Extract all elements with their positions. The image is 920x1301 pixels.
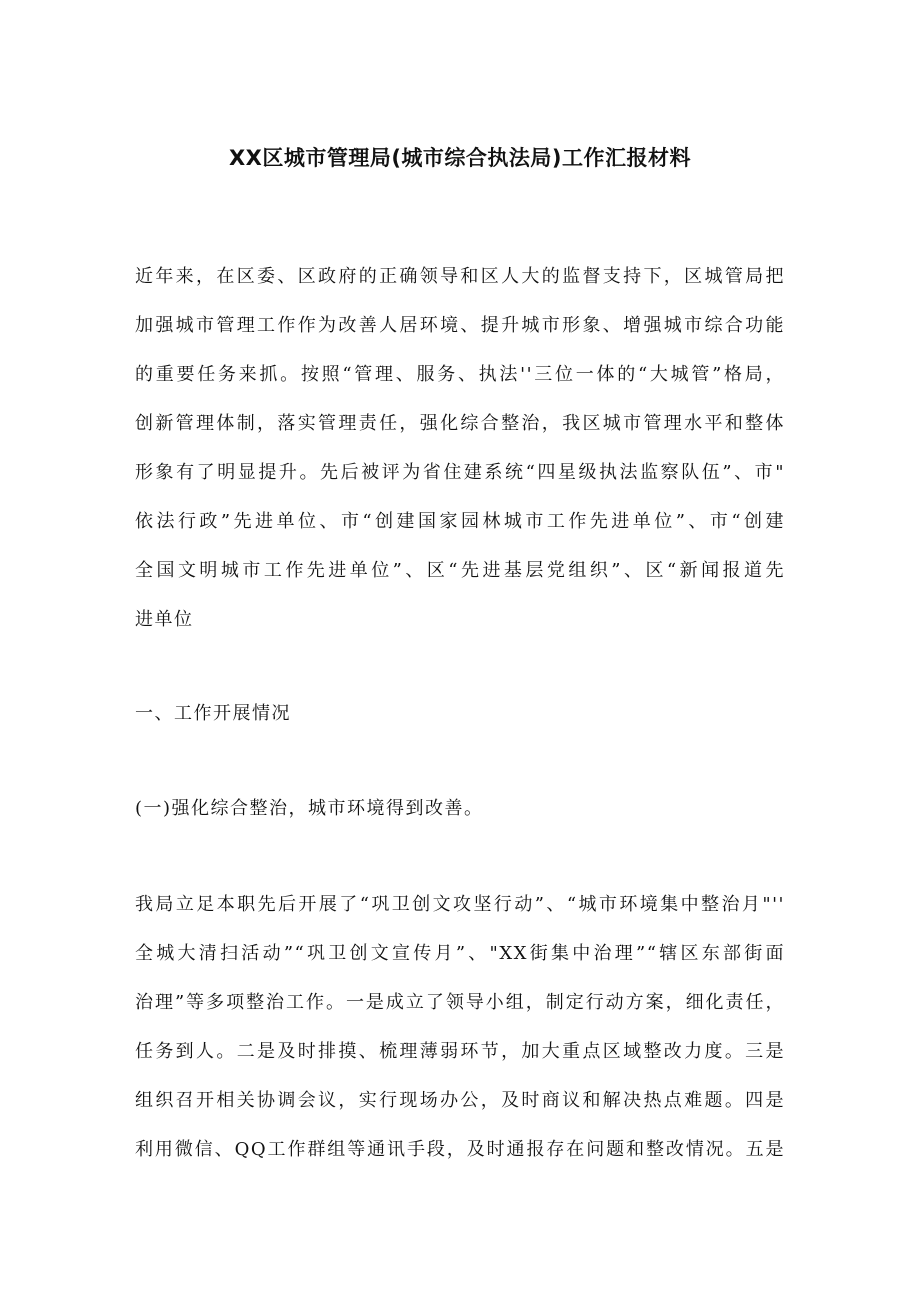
subsection-heading: (一)强化综合整治，城市环境得到改善。 [135,798,484,819]
body-line: 治理”等多项整治工作。一是成立了领导小组，制定行动方案，细化责任， [135,992,785,1013]
intro-line: 的重要任务来抓。按照“管理、服务、执法''三位一体的“大城管”格局， [135,364,785,385]
body-line: 全城大清扫活动”“巩卫创文宣传月”、"XX街集中治理”“辖区东部街面 [135,943,785,964]
intro-line: 创新管理体制，落实管理责任，强化综合整治，我区城市管理水平和整体 [135,413,785,434]
section-heading: 一、工作开展情况 [135,703,291,724]
document-title: XX区城市管理局(城市综合执法局)工作汇报材料 [228,146,692,170]
intro-line: 依法行政”先进单位、市“创建国家园林城市工作先进单位”、市“创建 [135,511,785,532]
intro-line: 近年来，在区委、区政府的正确领导和区人大的监督支持下，区城管局把 [135,266,785,287]
body-line: 我局立足本职先后开展了“巩卫创文攻坚行动”、“城市环境集中整治月"'' [135,894,785,915]
body-paragraph [135,880,785,1174]
body-line: 利用微信、QQ工作群组等通讯手段，及时通报存在问题和整改情况。五是 [135,1139,785,1160]
body-line: 任务到人。二是及时排摸、梳理薄弱环节，加大重点区域整改力度。三是 [135,1041,785,1062]
section-heading-block [135,689,785,738]
body-line: 组织召开相关协调会议，实行现场办公，及时商议和解决热点难题。四是 [135,1090,785,1111]
intro-line: 进单位 [135,609,194,630]
intro-line: 形象有了明显提升。先后被评为省住建系统“四星级执法监察队伍”、市" [135,462,785,483]
intro-line: 加强城市管理工作作为改善人居环境、提升城市形象、增强城市综合功能 [135,315,785,336]
intro-paragraph [135,252,785,644]
subsection-heading-block [135,784,785,833]
intro-line: 全国文明城市工作先进单位”、区“先进基层党组织”、区“新闻报道先 [135,560,785,581]
